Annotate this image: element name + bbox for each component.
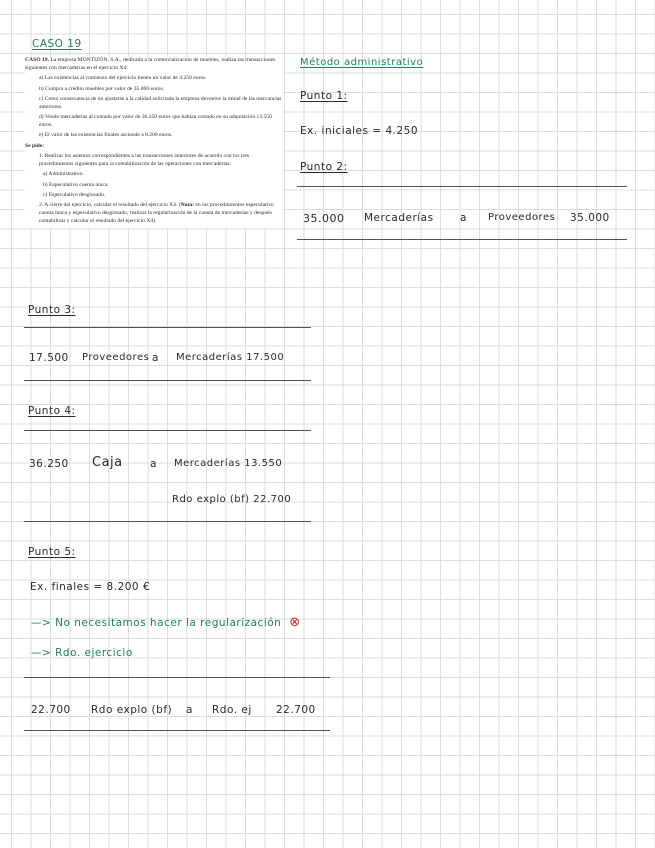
cross-mark-icon: ⊗ [289,615,301,630]
punto3-rule-top [24,327,311,328]
punto5-credit: Rdo. ej [212,704,252,716]
punto5-a: a [186,704,193,716]
punto2-a: a [460,212,467,224]
punto5-ex-finales: Ex. finales = 8.200 € [30,581,151,593]
punto2-rule-bottom [297,239,627,240]
excerpt-method: b) Especulativo cuenta única. [43,181,109,188]
punto4-credit2: Rdo explo (bf) 22.700 [172,494,292,505]
punto3-debit: Proveedores [82,352,150,363]
punto3-rule-bottom [24,380,311,381]
q2-note-label: Nota: [180,202,194,209]
excerpt-item: c) Como consecuencia de no ajustarse a la calidad solicitada la empresa devuelve la mitad de las mercancías anteriores. [39,95,282,110]
punto5-amount: 22.700 [31,704,71,716]
method-title: Método administrativo [300,57,424,68]
punto1-title: Punto 1: [300,90,348,102]
punto5-rule-top [24,677,330,678]
punto5-rule-bottom [24,730,330,731]
excerpt-question-2 [25,202,283,225]
excerpt-method: a) Administrativo. [43,171,84,178]
punto2-debit: Mercaderías [364,212,434,224]
excerpt-item: a) Las existencias al comienzo del ejercicio tienen un valor de 4.250 euros. [39,75,207,82]
punto3-a: a [152,352,159,364]
case-title: CASO 19 [32,38,82,50]
note-regularizacion-text: —> No necesitamos hacer la regularización [31,617,282,629]
punto5-title: Punto 5: [28,546,76,558]
punto4-amount: 36.250 [29,458,69,470]
excerpt-intro [25,57,283,73]
punto4-credit1: Mercaderías 13.550 [174,458,283,469]
excerpt-intro-text: La empresa MONTIZÓN, S.A., dedicada a la comercialización de muebles, realiza las transacciones siguientes con mercaderías en el ejercicio X4: [25,57,276,71]
punto5-note-rdo: —> Rdo. ejercicio [31,647,133,659]
excerpt-method: c) Especulativo desglosado. [43,192,106,199]
punto4-a: a [150,458,157,470]
se-pide-label: Se pide: [25,142,45,149]
q2-start: 2. A cierre del ejercicio, calcular el resultado del ejercicio X4. ( [39,202,181,209]
punto5-credit-amount: 22.700 [276,704,316,716]
punto3-credit: Mercaderías 17.500 [176,352,285,363]
punto4-title: Punto 4: [28,405,76,417]
excerpt-item: b) Compra a crédito muebles por valor de 35.000 euros. [39,85,165,92]
excerpt-se-pide [25,143,283,151]
punto3-amount: 17.500 [29,352,69,364]
excerpt-question-1: 1. Realizar los asientos correspondientes a las transacciones anteriores de acuerdo con los tres procedimientos siguientes para la contabilización de las operaciones con mercaderías: [39,153,249,167]
exercise-excerpt [25,57,283,228]
punto4-rule-top [24,430,311,431]
punto3-title: Punto 3: [28,304,76,316]
punto1-line: Ex. iniciales = 4.250 [300,125,419,137]
punto2-amount: 35.000 [303,212,345,225]
punto5-debit: Rdo explo (bf) [91,704,173,716]
punto4-rule-bottom [24,521,311,522]
punto2-title: Punto 2: [300,161,348,173]
punto4-debit: Caja [92,455,123,470]
q2-end: en los procedimientos especulativo cuenta única y especulativo desglosado, realizar la regularización de la cuenta de mercaderías y después contabilizar y calcular el resultado del ejercicio X4). [39,202,274,225]
excerpt-item: d) Vende mercaderías al contado por valor de 36.250 euros que habían costado en su adquisición 13.550 euros. [39,114,272,128]
excerpt-intro-label: CASO 19. [25,57,49,63]
punto2-credit-amount: 35.000 [570,212,610,224]
excerpt-item: e) El valor de las existencias finales asciende a 8.200 euros. [39,132,173,139]
punto2-rule-top [297,186,627,187]
punto5-note-regularizacion [31,615,301,630]
punto2-credit: Proveedores [488,212,556,223]
